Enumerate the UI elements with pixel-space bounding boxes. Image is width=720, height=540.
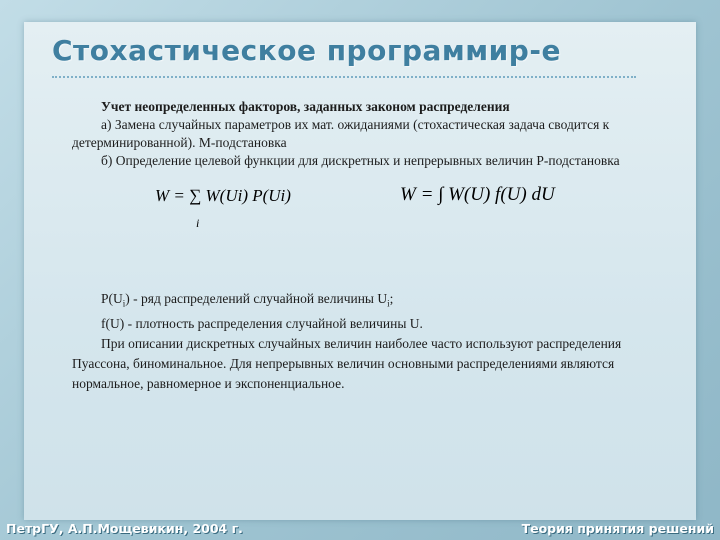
definition-p bbox=[72, 289, 642, 314]
paragraph-b: б) Определение целевой функции для дискретных и непрерывных величин Р-подстановка bbox=[101, 153, 620, 168]
definitions-text bbox=[72, 289, 642, 394]
closing-paragraph: При описании дискретных случайных величин наиболее часто используют распределения Пуассона, биноминальное. Для непрерывных величин основными распределениями являются нормальное, равномерное и экспоненциальное. bbox=[72, 335, 622, 391]
footer-author: ПетрГУ, А.П.Мощевикин, 2004 г. bbox=[6, 521, 243, 536]
def-p-sub: i bbox=[122, 298, 126, 309]
heading-line: Учет неопределенных факторов, заданных законом распределения bbox=[101, 99, 510, 114]
intro-text bbox=[72, 98, 642, 170]
formula-continuous bbox=[400, 184, 555, 206]
definition-f: f(U) - плотность распределения случайной величины U. bbox=[101, 315, 423, 331]
title-divider bbox=[52, 76, 636, 78]
def-p-sub2: i bbox=[387, 298, 390, 309]
sum-index: i bbox=[196, 216, 200, 230]
slide-title: Стохастическое программир-е bbox=[52, 34, 561, 67]
def-p-mid: ) - ряд распределений случайной величины U bbox=[125, 291, 388, 306]
paragraph-a: а) Замена случайных параметров их мат. ожиданиями (стохастическая задача сводится к детерминированной). М-подстановка bbox=[72, 117, 610, 150]
formula-discrete bbox=[155, 186, 291, 206]
formula-continuous-text: W = ∫ W(U) f(U) dU bbox=[400, 184, 555, 205]
footer-course: Теория принятия решений bbox=[521, 521, 714, 536]
def-p-suffix: ; bbox=[389, 291, 394, 306]
formula-discrete-text: W = ∑ W(Ui) P(Ui) bbox=[155, 186, 291, 205]
def-p-prefix: P(U bbox=[101, 291, 123, 306]
content-panel bbox=[24, 22, 696, 520]
